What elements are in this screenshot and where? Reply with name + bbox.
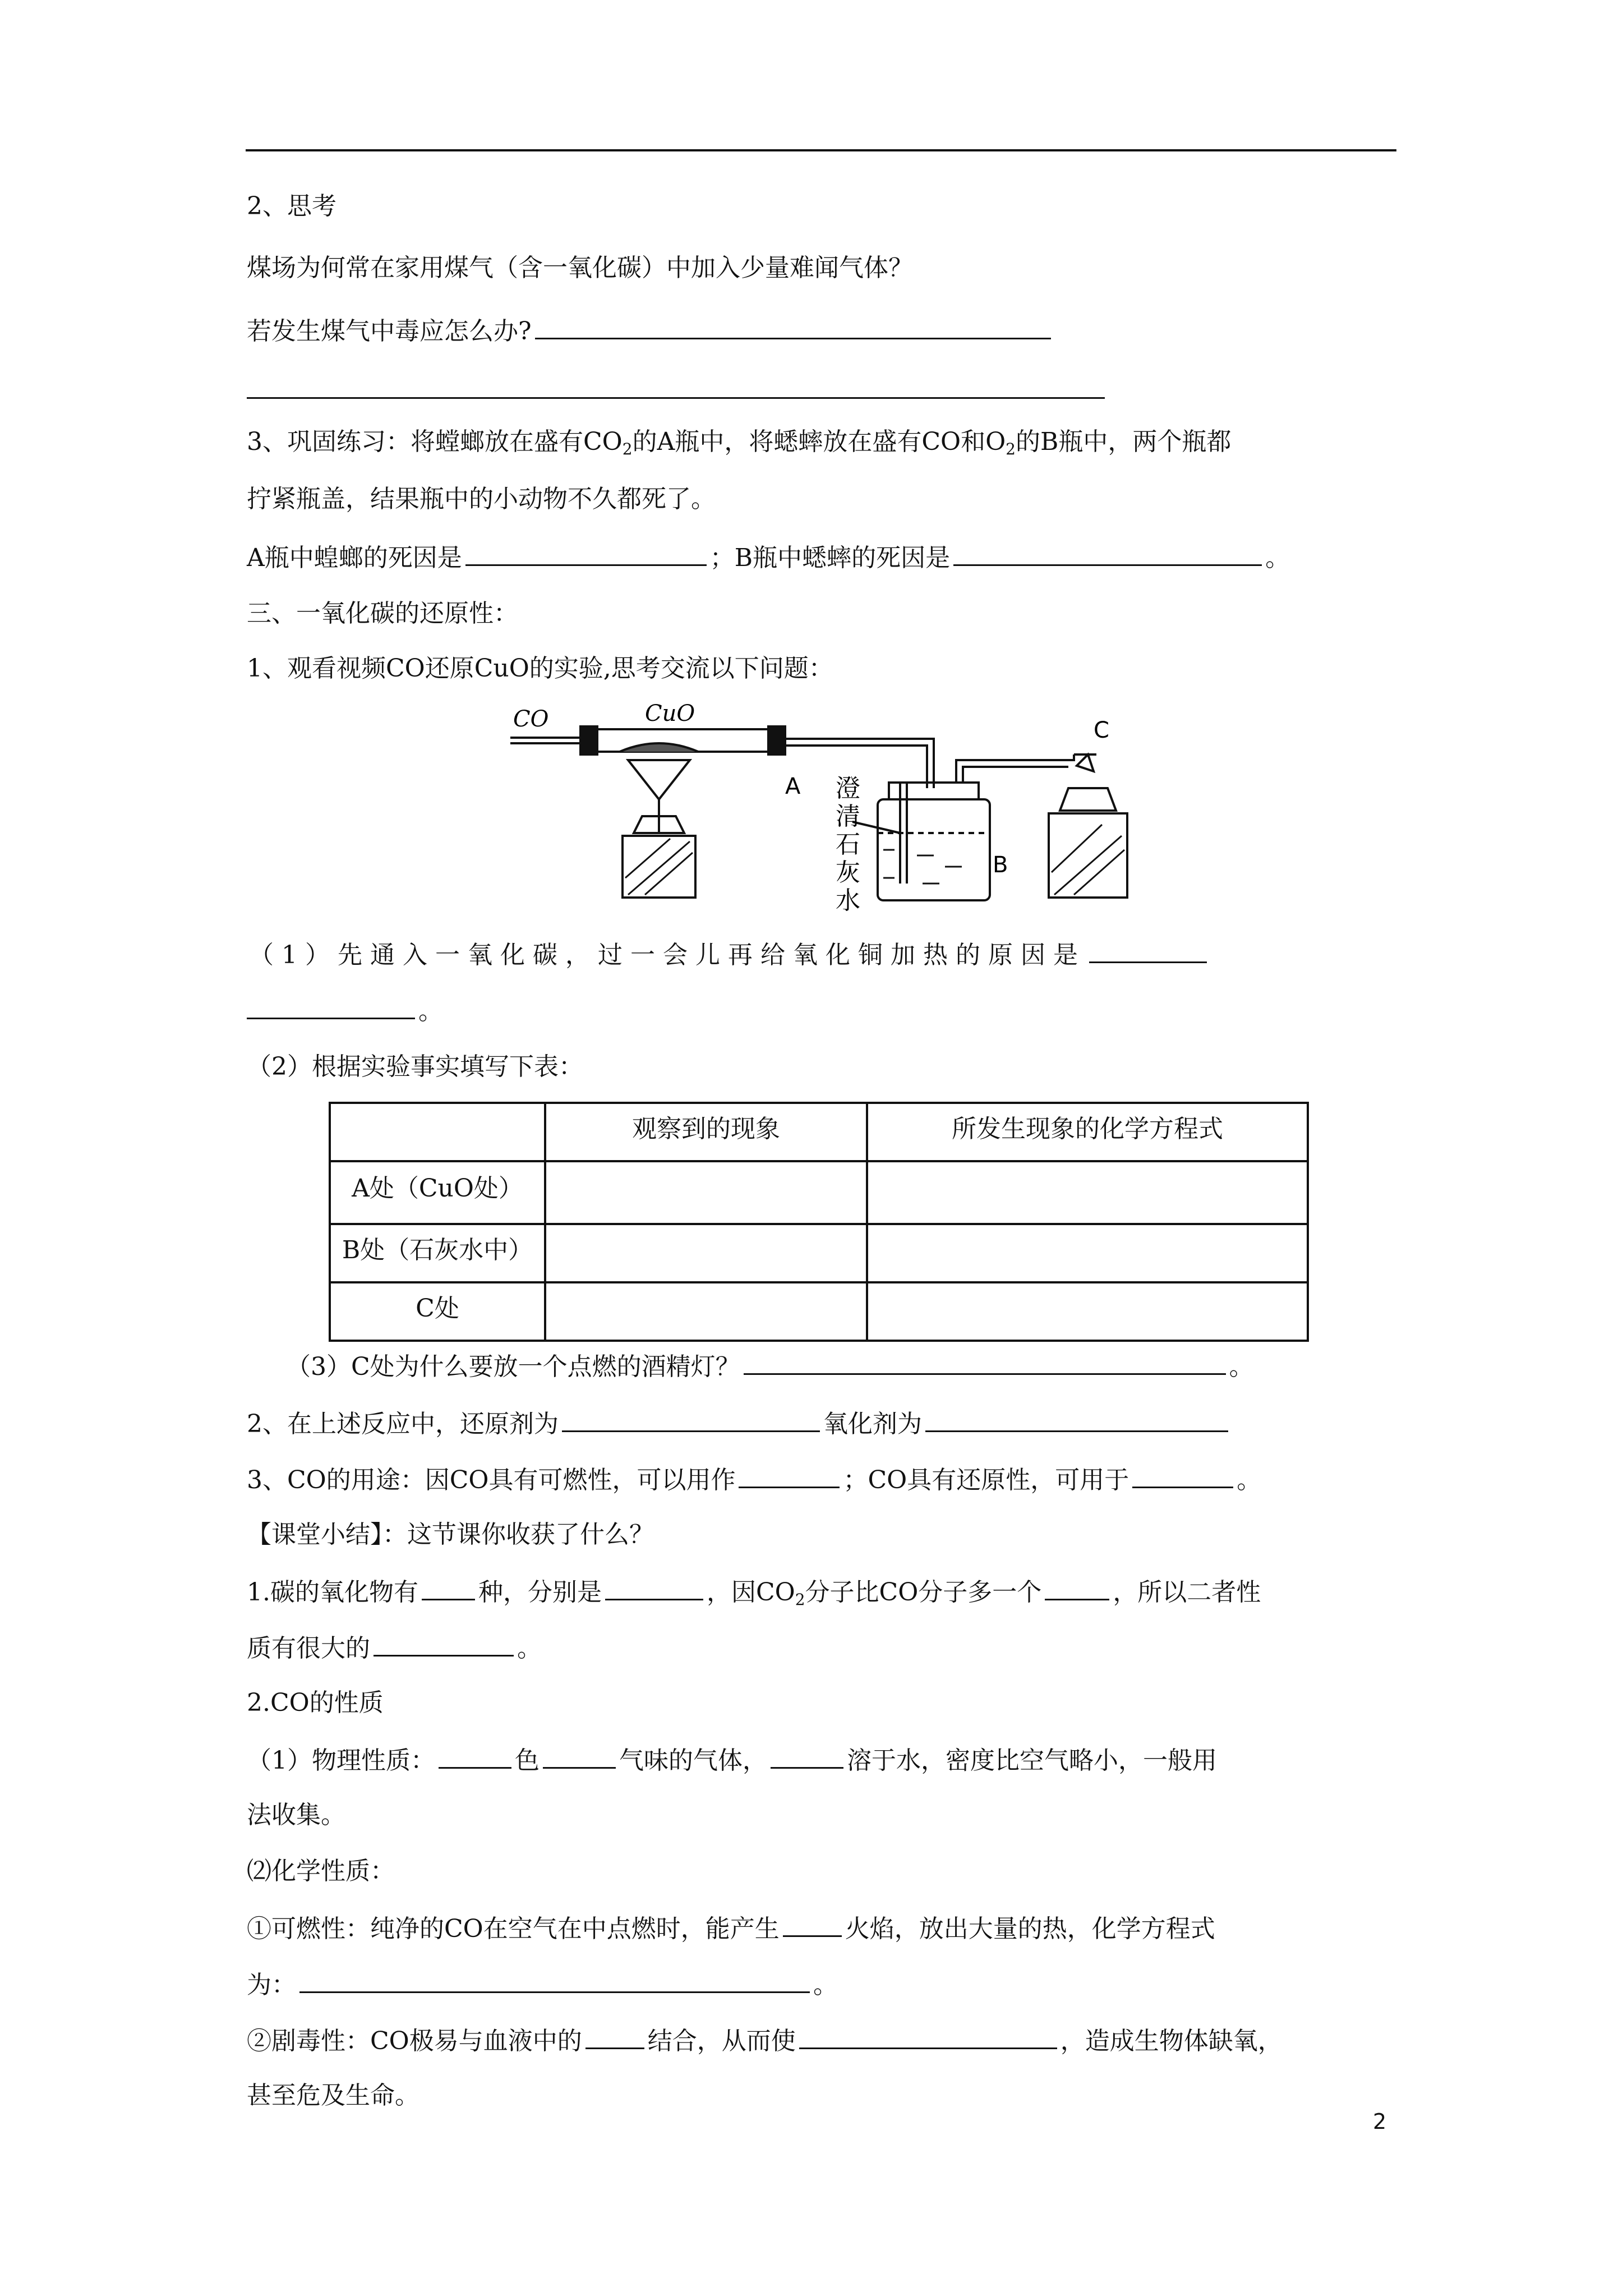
answer-blank[interactable] xyxy=(562,1406,820,1432)
summary-1: 1.碳的氧化物有 种，分别是 ，因$CO_2$分子比CO分子多一个 ，所以二者性 xyxy=(247,1574,1261,1617)
answer-blank[interactable] xyxy=(1132,1462,1233,1488)
diagram-label-co: CO xyxy=(513,706,549,732)
answer-blank[interactable] xyxy=(1045,1574,1109,1600)
table-row xyxy=(330,1224,1308,1282)
class-summary-title: 【课堂小结】：这节课你收获了什么？ xyxy=(247,1520,654,1549)
diagram-label-a: A xyxy=(785,774,801,799)
table-row-label: A处（CuO处） xyxy=(330,1161,545,1224)
co-reduction-apparatus-diagram xyxy=(508,704,1136,914)
answer-blank[interactable] xyxy=(585,2023,644,2049)
table-cell-input[interactable] xyxy=(867,1282,1308,1341)
question-2: （2）根据实验事实填写下表： xyxy=(247,1052,583,1081)
summary-2: 2.CO的性质 xyxy=(247,1688,384,1717)
answer-blank[interactable] xyxy=(1089,937,1207,963)
answer-blank[interactable] xyxy=(605,1574,703,1600)
diagram-limewater-char: 水 xyxy=(836,886,860,914)
diagram-limewater-char: 澄 xyxy=(836,774,860,803)
exercise-3-question: A瓶中蝗螂的死因是 ；B瓶中蟋蟀的死因是 。 xyxy=(247,540,1290,575)
answer-blank[interactable] xyxy=(535,313,1051,339)
physical-properties-continued: 法收集。 xyxy=(247,1801,345,1829)
question-poisoning: 若发生煤气中毒应怎么办? xyxy=(247,313,1054,348)
diagram-limewater-char: 灰 xyxy=(836,858,860,887)
question-3: （3）C处为什么要放一个点燃的酒精灯？ 。 xyxy=(286,1349,1254,1384)
answer-blank[interactable] xyxy=(744,1349,1226,1375)
toxicity: ②剧毒性：CO极易与血液中的 结合，从而使 ，造成生物体缺氧， xyxy=(247,2023,1283,2058)
answer-blank[interactable] xyxy=(799,2023,1057,2049)
observation-table xyxy=(329,1102,1309,1342)
answer-line[interactable] xyxy=(247,397,1105,399)
table-cell-input[interactable] xyxy=(545,1161,867,1224)
page-number: 2 xyxy=(1373,2109,1387,2134)
table-header-cell: 所发生现象的化学方程式 xyxy=(867,1103,1308,1161)
table-row-label: C处 xyxy=(330,1282,545,1341)
answer-blank[interactable] xyxy=(925,1406,1228,1432)
answer-blank[interactable] xyxy=(543,1742,616,1769)
exercise-3-line2: 拧紧瓶盖，结果瓶中的小动物不久都死了。 xyxy=(247,485,716,513)
table-header-row xyxy=(330,1103,1308,1161)
table-row-label: B处（石灰水中） xyxy=(330,1224,545,1282)
section-3-title: 三、一氧化碳的还原性： xyxy=(247,599,518,628)
chemical-properties: ⑵化学性质： xyxy=(247,1857,395,1885)
heading-think: 2、思考 xyxy=(247,192,336,220)
diagram-label-b: B xyxy=(993,852,1008,878)
answer-blank[interactable] xyxy=(422,1574,475,1600)
table-cell-input[interactable] xyxy=(867,1224,1308,1282)
answer-blank[interactable] xyxy=(465,540,707,566)
table-header-cell xyxy=(330,1103,545,1161)
answer-blank[interactable] xyxy=(953,540,1262,566)
table-header-cell: 观察到的现象 xyxy=(545,1103,867,1161)
question-1-continued: 。 xyxy=(247,993,443,1028)
answer-blank[interactable] xyxy=(771,1742,843,1769)
table-cell-input[interactable] xyxy=(867,1161,1308,1224)
answer-blank[interactable] xyxy=(439,1742,511,1769)
item-3: 3、CO的用途：因CO具有可燃性，可以用作 ；CO具有还原性，可用于 。 xyxy=(247,1462,1261,1497)
answer-blank[interactable] xyxy=(374,1630,514,1657)
table-cell-input[interactable] xyxy=(545,1282,867,1341)
question-gas-odor: 煤场为何常在家用煤气（含一氧化碳）中加入少量难闻气体？ xyxy=(247,254,913,282)
combustibility: ①可燃性：纯净的CO在空气在中点燃时，能产生 火焰，放出大量的热，化学方程式 xyxy=(247,1911,1215,1946)
answer-blank[interactable] xyxy=(783,1911,842,1937)
item-1: 1、观看视频CO还原CuO的实验,思考交流以下问题： xyxy=(247,654,833,683)
exercise-3-line1: 3、巩固练习：将螳螂放在盛有$CO_2$的A瓶中，将蟋蟀放在盛有CO和$O_2$的B瓶中，两个瓶都 xyxy=(247,427,1232,458)
diagram-limewater-char: 石 xyxy=(836,830,860,859)
header-rule xyxy=(246,149,1396,151)
table-cell-input[interactable] xyxy=(545,1224,867,1282)
diagram-label-cuo: CuO xyxy=(645,704,695,726)
answer-blank[interactable] xyxy=(739,1462,840,1488)
toxicity-continued: 甚至危及生命。 xyxy=(247,2081,419,2110)
answer-blank[interactable] xyxy=(247,993,415,1019)
item-2: 2、在上述反应中，还原剂为 氧化剂为 xyxy=(247,1406,1232,1441)
physical-properties: （1）物理性质： 色 气味的气体， 溶于水，密度比空气略小，一般用 xyxy=(247,1742,1217,1778)
summary-1-continued: 质有很大的 。 xyxy=(247,1630,542,1665)
answer-blank[interactable] xyxy=(299,1967,810,1993)
diagram-limewater-char: 清 xyxy=(836,802,860,831)
diagram-label-c: C xyxy=(1094,717,1109,743)
table-row xyxy=(330,1161,1308,1224)
combustibility-continued: 为： 。 xyxy=(247,1967,838,2002)
table-row xyxy=(330,1282,1308,1341)
question-1: （1）先通入一氧化碳，过一会儿再给氧化铜加热的原因是 xyxy=(249,937,1210,972)
